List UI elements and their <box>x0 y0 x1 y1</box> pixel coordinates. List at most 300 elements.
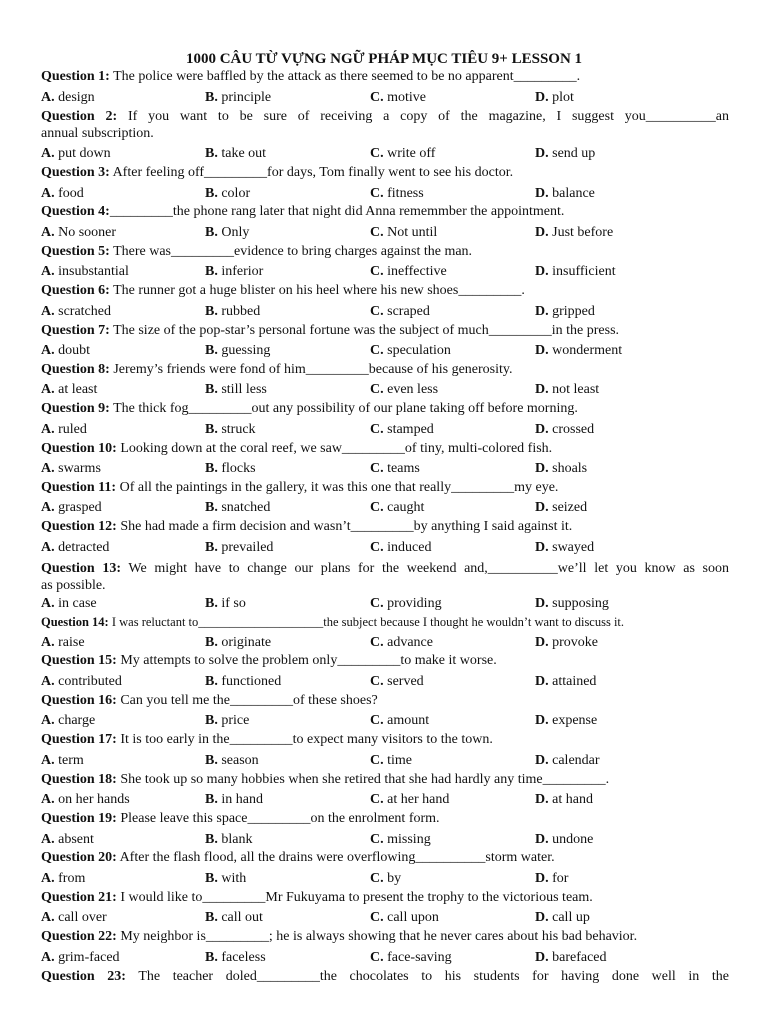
option-a <box>41 752 84 769</box>
option-letter: C. <box>370 792 384 807</box>
option-d <box>535 949 607 966</box>
option-d <box>535 263 616 280</box>
option-letter: D. <box>535 753 549 768</box>
option-a <box>41 791 130 808</box>
option-letter: C. <box>370 950 384 965</box>
answer-options <box>41 224 741 241</box>
option-text: calendar <box>548 753 600 768</box>
answer-options <box>41 831 741 848</box>
option-b <box>205 712 249 729</box>
option-text: guessing <box>217 343 271 358</box>
option-letter: A. <box>41 792 55 807</box>
option-letter: B. <box>205 422 218 437</box>
question-1 <box>41 68 729 85</box>
option-letter: D. <box>535 910 549 925</box>
option-text: food <box>54 186 84 201</box>
option-text: from <box>54 871 86 886</box>
question-number: Question 6: <box>41 283 110 298</box>
question-number: Question 2: <box>41 109 118 124</box>
option-letter: C. <box>370 910 384 925</box>
question-number: Question 16: <box>41 693 117 708</box>
option-text: caught <box>383 500 425 515</box>
option-b <box>205 185 250 202</box>
question-text-continued: as possible. <box>41 578 106 593</box>
option-c <box>370 791 449 808</box>
option-letter: C. <box>370 422 384 437</box>
option-text: insubstantial <box>54 264 129 279</box>
option-letter: B. <box>205 146 218 161</box>
question-number: Question 20: <box>41 850 117 865</box>
option-a <box>41 303 111 320</box>
option-text: price <box>217 713 250 728</box>
question-number: Question 9: <box>41 401 110 416</box>
question-text: Looking down at the coral reef, we saw_________of tiny, multi-colored fish. <box>116 441 553 456</box>
option-letter: A. <box>41 635 55 650</box>
option-text: raise <box>54 635 85 650</box>
option-c <box>370 303 430 320</box>
question-number: Question 19: <box>41 811 117 826</box>
option-a <box>41 712 95 729</box>
answer-options <box>41 421 741 438</box>
option-letter: B. <box>205 753 218 768</box>
option-text: functioned <box>217 674 282 689</box>
option-b <box>205 831 252 848</box>
option-text: amount <box>383 713 430 728</box>
option-b <box>205 89 271 106</box>
option-letter: A. <box>41 832 55 847</box>
option-letter: A. <box>41 713 55 728</box>
option-letter: C. <box>370 186 384 201</box>
option-d <box>535 831 593 848</box>
option-d <box>535 89 574 106</box>
option-text: in hand <box>217 792 263 807</box>
option-letter: D. <box>535 871 549 886</box>
option-d <box>535 712 597 729</box>
question-text: The teacher doled_________the chocolates to his students for having done well in the <box>125 969 729 984</box>
answer-options <box>41 460 741 477</box>
question-14 <box>41 614 729 631</box>
option-text: barefaced <box>548 950 607 965</box>
answer-options <box>41 791 741 808</box>
answer-options <box>41 539 741 556</box>
answer-options <box>41 89 741 106</box>
option-text: induced <box>383 540 432 555</box>
option-text: write off <box>383 146 436 161</box>
option-d <box>535 381 599 398</box>
option-d <box>535 791 593 808</box>
option-text: advance <box>383 635 433 650</box>
option-d <box>535 421 594 438</box>
option-text: charge <box>54 713 96 728</box>
answer-options <box>41 712 741 729</box>
question-10 <box>41 440 729 457</box>
option-a <box>41 595 97 612</box>
option-letter: B. <box>205 871 218 886</box>
option-text: face-saving <box>383 950 452 965</box>
option-text: for <box>548 871 569 886</box>
option-text: plot <box>548 90 574 105</box>
option-text: gripped <box>548 304 595 319</box>
option-text: take out <box>217 146 267 161</box>
question-text: We might have to change our plans for the weekend and,__________we’ll let you know as soon <box>120 561 729 576</box>
option-letter: C. <box>370 382 384 397</box>
option-text: grasped <box>54 500 102 515</box>
option-letter: A. <box>41 871 55 886</box>
option-letter: B. <box>205 90 218 105</box>
option-letter: B. <box>205 635 218 650</box>
option-c <box>370 595 442 612</box>
option-letter: B. <box>205 304 218 319</box>
option-text: provoke <box>548 635 599 650</box>
option-a <box>41 421 87 438</box>
option-letter: A. <box>41 186 55 201</box>
option-text: doubt <box>54 343 91 358</box>
option-b <box>205 791 263 808</box>
option-d <box>535 224 613 241</box>
question-number: Question 23: <box>41 969 126 984</box>
option-a <box>41 381 97 398</box>
answer-options <box>41 303 741 320</box>
option-letter: D. <box>535 713 549 728</box>
option-d <box>535 752 600 769</box>
option-c <box>370 185 424 202</box>
option-b <box>205 539 273 556</box>
option-letter: C. <box>370 713 384 728</box>
option-text: principle <box>217 90 272 105</box>
option-letter: C. <box>370 596 384 611</box>
option-b <box>205 263 263 280</box>
answer-options <box>41 595 741 612</box>
question-number: Question 21: <box>41 890 117 905</box>
option-c <box>370 421 434 438</box>
answer-options <box>41 185 741 202</box>
option-text: at hand <box>548 792 593 807</box>
option-text: with <box>217 871 247 886</box>
option-b <box>205 634 271 651</box>
option-text: Not until <box>383 225 438 240</box>
question-number: Question 5: <box>41 244 110 259</box>
question-number: Question 1: <box>41 69 110 84</box>
option-b <box>205 342 270 359</box>
option-letter: B. <box>205 674 218 689</box>
question-21 <box>41 889 729 906</box>
option-letter: D. <box>535 792 549 807</box>
option-letter: C. <box>370 304 384 319</box>
option-a <box>41 499 102 516</box>
option-c <box>370 460 420 477</box>
option-letter: C. <box>370 461 384 476</box>
option-letter: A. <box>41 596 55 611</box>
option-letter: A. <box>41 540 55 555</box>
option-text: season <box>217 753 259 768</box>
option-d <box>535 185 595 202</box>
option-letter: A. <box>41 90 55 105</box>
option-letter: B. <box>205 910 218 925</box>
question-text: It is too early in the_________to expect many visitors to the town. <box>116 732 493 747</box>
option-text: faceless <box>217 950 266 965</box>
question-text: Can you tell me the_________of these shoes? <box>116 693 378 708</box>
question-number: Question 14: <box>41 615 109 629</box>
option-text: supposing <box>548 596 609 611</box>
option-letter: B. <box>205 713 218 728</box>
option-text: at least <box>54 382 98 397</box>
option-text: prevailed <box>217 540 274 555</box>
option-text: flocks <box>217 461 256 476</box>
option-letter: C. <box>370 832 384 847</box>
option-text: motive <box>383 90 427 105</box>
option-text: No sooner <box>54 225 117 240</box>
option-b <box>205 752 259 769</box>
option-d <box>535 539 594 556</box>
option-letter: D. <box>535 304 549 319</box>
question-text: The police were baffled by the attack as there seemed to be no apparent_________. <box>109 69 581 84</box>
answer-options <box>41 342 741 359</box>
question-20 <box>41 849 729 866</box>
option-text: missing <box>383 832 431 847</box>
option-text: ineffective <box>383 264 447 279</box>
option-text: if so <box>217 596 246 611</box>
option-letter: A. <box>41 422 55 437</box>
option-letter: D. <box>535 950 549 965</box>
option-text: call out <box>217 910 263 925</box>
option-text: wonderment <box>548 343 623 358</box>
question-18 <box>41 771 729 788</box>
option-a <box>41 673 122 690</box>
option-text: shoals <box>548 461 588 476</box>
option-letter: A. <box>41 753 55 768</box>
question-number: Question 18: <box>41 772 117 787</box>
option-c <box>370 539 431 556</box>
option-a <box>41 949 120 966</box>
question-text: She had made a firm decision and wasn’t_________by anything I said against it. <box>116 519 573 534</box>
option-text: expense <box>548 713 598 728</box>
option-a <box>41 909 107 926</box>
option-letter: D. <box>535 186 549 201</box>
option-letter: A. <box>41 264 55 279</box>
option-text: attained <box>548 674 597 689</box>
option-text: not least <box>548 382 600 397</box>
answer-options <box>41 499 741 516</box>
option-c <box>370 949 452 966</box>
option-d <box>535 303 595 320</box>
question-number: Question 3: <box>41 165 110 180</box>
option-letter: B. <box>205 343 218 358</box>
question-number: Question 4: <box>41 204 110 219</box>
option-b <box>205 303 260 320</box>
answer-options <box>41 870 741 887</box>
option-text: absent <box>54 832 94 847</box>
option-letter: C. <box>370 146 384 161</box>
option-text: design <box>54 90 95 105</box>
question-16 <box>41 692 729 709</box>
option-text: grim-faced <box>54 950 120 965</box>
option-c <box>370 342 451 359</box>
option-letter: A. <box>41 343 55 358</box>
answer-options <box>41 752 741 769</box>
question-text: If you want to be sure of receiving a copy of the magazine, I suggest you__________an <box>117 109 729 124</box>
option-text: snatched <box>217 500 271 515</box>
question-15 <box>41 652 729 669</box>
option-text: even less <box>383 382 439 397</box>
option-text: put down <box>54 146 111 161</box>
question-number: Question 22: <box>41 929 117 944</box>
answer-options <box>41 949 741 966</box>
option-d <box>535 595 609 612</box>
option-text: rubbed <box>217 304 261 319</box>
option-letter: C. <box>370 674 384 689</box>
option-letter: C. <box>370 635 384 650</box>
option-text: balance <box>548 186 595 201</box>
option-b <box>205 381 267 398</box>
question-4 <box>41 203 729 220</box>
question-number: Question 17: <box>41 732 117 747</box>
question-23 <box>41 968 729 985</box>
option-letter: C. <box>370 753 384 768</box>
question-8 <box>41 361 729 378</box>
option-b <box>205 673 281 690</box>
option-d <box>535 342 622 359</box>
option-a <box>41 89 95 106</box>
option-letter: D. <box>535 264 549 279</box>
option-c <box>370 381 438 398</box>
option-a <box>41 460 101 477</box>
option-letter: C. <box>370 225 384 240</box>
option-text: seized <box>548 500 588 515</box>
option-text: fitness <box>383 186 424 201</box>
question-number: Question 10: <box>41 441 117 456</box>
option-text: struck <box>217 422 256 437</box>
question-19 <box>41 810 729 827</box>
question-12 <box>41 518 729 535</box>
option-letter: B. <box>205 225 218 240</box>
option-b <box>205 499 270 516</box>
question-number: Question 11: <box>41 480 117 495</box>
question-7 <box>41 322 729 339</box>
option-letter: A. <box>41 382 55 397</box>
option-letter: A. <box>41 146 55 161</box>
option-text: inferior <box>217 264 264 279</box>
option-letter: C. <box>370 540 384 555</box>
option-text: at her hand <box>383 792 450 807</box>
option-letter: B. <box>205 461 218 476</box>
question-13 <box>41 560 729 577</box>
question-3 <box>41 164 729 181</box>
option-letter: B. <box>205 186 218 201</box>
question-text: Please leave this space_________on the enrolment form. <box>116 811 440 826</box>
option-letter: D. <box>535 225 549 240</box>
option-c <box>370 831 431 848</box>
option-a <box>41 539 109 556</box>
question-text: The thick fog_________out any possibility of our plane taking off before morning. <box>109 401 578 416</box>
option-letter: C. <box>370 500 384 515</box>
option-letter: B. <box>205 382 218 397</box>
option-a <box>41 634 85 651</box>
option-letter: B. <box>205 832 218 847</box>
option-text: blank <box>217 832 253 847</box>
option-letter: D. <box>535 832 549 847</box>
option-text: detracted <box>54 540 110 555</box>
answer-options <box>41 673 741 690</box>
option-a <box>41 831 94 848</box>
question-text: After the flash flood, all the drains were overflowing__________storm water. <box>116 850 555 865</box>
option-letter: C. <box>370 90 384 105</box>
option-b <box>205 145 266 162</box>
question-text: I was reluctant to____________________the subject because I thought he wouldn’t want to discuss it. <box>108 615 625 629</box>
option-letter: A. <box>41 910 55 925</box>
question-5 <box>41 243 729 260</box>
option-text: Only <box>217 225 250 240</box>
option-b <box>205 421 256 438</box>
option-d <box>535 634 598 651</box>
option-letter: C. <box>370 871 384 886</box>
question-number: Question 7: <box>41 323 110 338</box>
question-text: She took up so many hobbies when she retired that she had hardly any time_________. <box>116 772 610 787</box>
option-letter: B. <box>205 950 218 965</box>
question-9 <box>41 400 729 417</box>
question-text: The size of the pop-star’s personal fortune was the subject of much_________in the press. <box>109 323 620 338</box>
option-text: insufficient <box>548 264 616 279</box>
option-letter: C. <box>370 343 384 358</box>
option-c <box>370 870 401 887</box>
question-number: Question 8: <box>41 362 110 377</box>
question-text: My attempts to solve the problem only_________to make it worse. <box>116 653 497 668</box>
option-d <box>535 145 595 162</box>
option-text: color <box>217 186 251 201</box>
option-letter: D. <box>535 540 549 555</box>
option-letter: B. <box>205 264 218 279</box>
option-text: undone <box>548 832 594 847</box>
option-letter: B. <box>205 596 218 611</box>
option-letter: D. <box>535 422 549 437</box>
option-letter: D. <box>535 596 549 611</box>
answer-options <box>41 909 741 926</box>
option-letter: A. <box>41 461 55 476</box>
option-text: by <box>383 871 402 886</box>
option-c <box>370 224 437 241</box>
option-letter: D. <box>535 343 549 358</box>
option-c <box>370 145 435 162</box>
option-letter: C. <box>370 264 384 279</box>
option-letter: A. <box>41 674 55 689</box>
option-text: on her hands <box>54 792 130 807</box>
answer-options <box>41 145 741 162</box>
option-c <box>370 712 429 729</box>
option-b <box>205 909 263 926</box>
option-text: send up <box>548 146 596 161</box>
question-number: Question 13: <box>41 561 121 576</box>
answer-options <box>41 263 741 280</box>
question-text: There was_________evidence to bring charges against the man. <box>109 244 473 259</box>
option-d <box>535 499 587 516</box>
option-text: stamped <box>383 422 434 437</box>
option-letter: D. <box>535 635 549 650</box>
question-text: My neighbor is_________; he is always showing that he never cares about his bad behavior. <box>116 929 638 944</box>
option-text: Just before <box>548 225 614 240</box>
option-c <box>370 752 412 769</box>
question-text: Of all the paintings in the gallery, it was this one that really_________my eye. <box>116 480 559 495</box>
option-letter: B. <box>205 792 218 807</box>
option-text: speculation <box>383 343 451 358</box>
option-b <box>205 870 246 887</box>
option-b <box>205 224 249 241</box>
option-letter: A. <box>41 304 55 319</box>
question-22 <box>41 928 729 945</box>
question-text: _________the phone rang later that night did Anna rememmber the appointment. <box>109 204 565 219</box>
answer-options <box>41 634 741 651</box>
option-a <box>41 870 85 887</box>
question-text: Jeremy’s friends were fond of him_________because of his generosity. <box>109 362 513 377</box>
question-text: I would like to_________Mr Fukuyama to present the trophy to the victorious team. <box>116 890 593 905</box>
